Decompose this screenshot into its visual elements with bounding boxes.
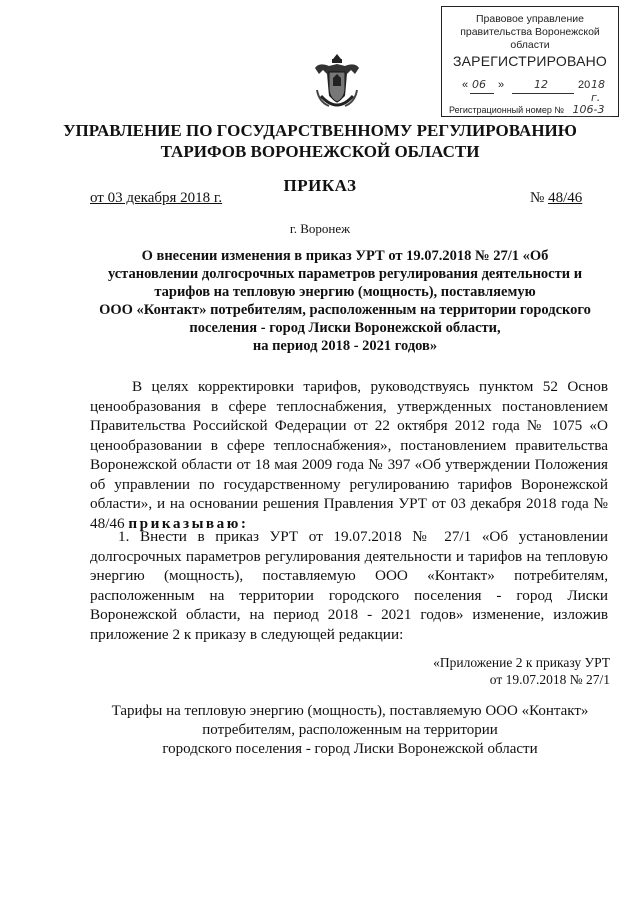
document-date: от 03 декабря 2018 г. [90, 190, 223, 206]
organization-title [0, 120, 640, 162]
subject-line: поселения - город Лиски Воронежской области, [189, 320, 501, 336]
organization-title-line2: ТАРИФОВ ВОРОНЕЖСКОЙ ОБЛАСТИ [160, 142, 480, 161]
stamp-month: 12 [534, 78, 548, 91]
document-number-prefix: № [530, 190, 549, 206]
appendix-reference-line2: от 19.07.2018 № 27/1 [489, 672, 610, 687]
stamp-authority: Правовое управление правительства Воронежской области [460, 13, 600, 51]
organization-title-line1: УПРАВЛЕНИЕ ПО ГОСУДАРСТВЕННОМУ РЕГУЛИРОВАНИЮ [63, 121, 577, 140]
preamble-paragraph [90, 377, 608, 533]
stamp-registration [449, 103, 611, 117]
stamp-date-open-quote: « [462, 79, 469, 91]
subject-line: ООО «Контакт» потребителям, расположенным на территории городского [99, 302, 591, 318]
stamp-date [460, 78, 610, 104]
subject-line: установлении долгосрочных параметров регулирования деятельности и [107, 266, 583, 282]
document-city: г. Воронеж [289, 221, 351, 236]
tariff-title-line2: потребителям, расположенным на территории [202, 722, 498, 738]
order-item-1 [90, 527, 608, 644]
document-subject [80, 247, 610, 355]
stamp-date-close-quote: » [498, 79, 505, 91]
registration-stamp [441, 6, 619, 117]
stamp-year-prefix: 20 [578, 79, 591, 91]
document-number-value: 48/46 [548, 190, 583, 206]
stamp-reg-number: 106-3 [567, 103, 611, 117]
document-number [530, 190, 582, 207]
appendix-reference-line1: «Приложение 2 к приказу УРТ [433, 655, 610, 670]
stamp-year-suffix: 18 г. [591, 78, 605, 104]
tariff-title-line1: Тарифы на тепловую энергию (мощность), поставляемую ООО «Контакт» [111, 703, 589, 719]
appendix-reference [380, 654, 610, 688]
stamp-day: 06 [472, 78, 486, 91]
document-type: ПРИКАЗ [283, 176, 357, 195]
subject-line: О внесении изменения в приказ УРТ от 19.07.2018 № 27/1 «Об [141, 248, 549, 264]
order-item-1-text: 1. Внести в приказ УРТ от 19.07.2018 № 27/1 «Об установлении долгосрочных параметров регулирования деятельности и тарифов на тепловую энергию (мощность), поставляемую ООО «Контакт» потребителям, расположенным на территории городского поселения - город Лиски Воронежской области, на период 2018 - 2021 годов» изменение, изложив приложение 2 к приказу в следующей редакции: [90, 528, 608, 643]
tariff-table-title [90, 702, 610, 759]
tariff-title-line3: городского поселения - город Лиски Воронежской области [162, 741, 538, 757]
subject-line: на период 2018 - 2021 годов» [252, 338, 438, 354]
stamp-reg-label: Регистрационный номер № [449, 105, 565, 115]
stamp-status: ЗАРЕГИСТРИРОВАНО [452, 53, 608, 69]
preamble-text: В целях корректировки тарифов, руководствуясь пунктом 52 Основ ценообразования в сфере теплоснабжения, утвержденных постановлением Правительства Российской Федерации от 22 октября 2012 года № 1075 «О ценообразовании в сфере теплоснабжения», постановлением правительства Воронежской области от 18 мая 2009 года № 397 «Об утверждении Положения об управлении по государственному регулированию тарифов Воронежской области», и на основании решения Правления УРТ от 03 декабря 2018 года № 48/46 [90, 378, 608, 532]
coat-of-arms-emblem [311, 52, 363, 114]
order-keyword: приказываю: [128, 514, 249, 532]
subject-line: тарифов на тепловую энергию (мощность), поставляемую [154, 284, 536, 300]
